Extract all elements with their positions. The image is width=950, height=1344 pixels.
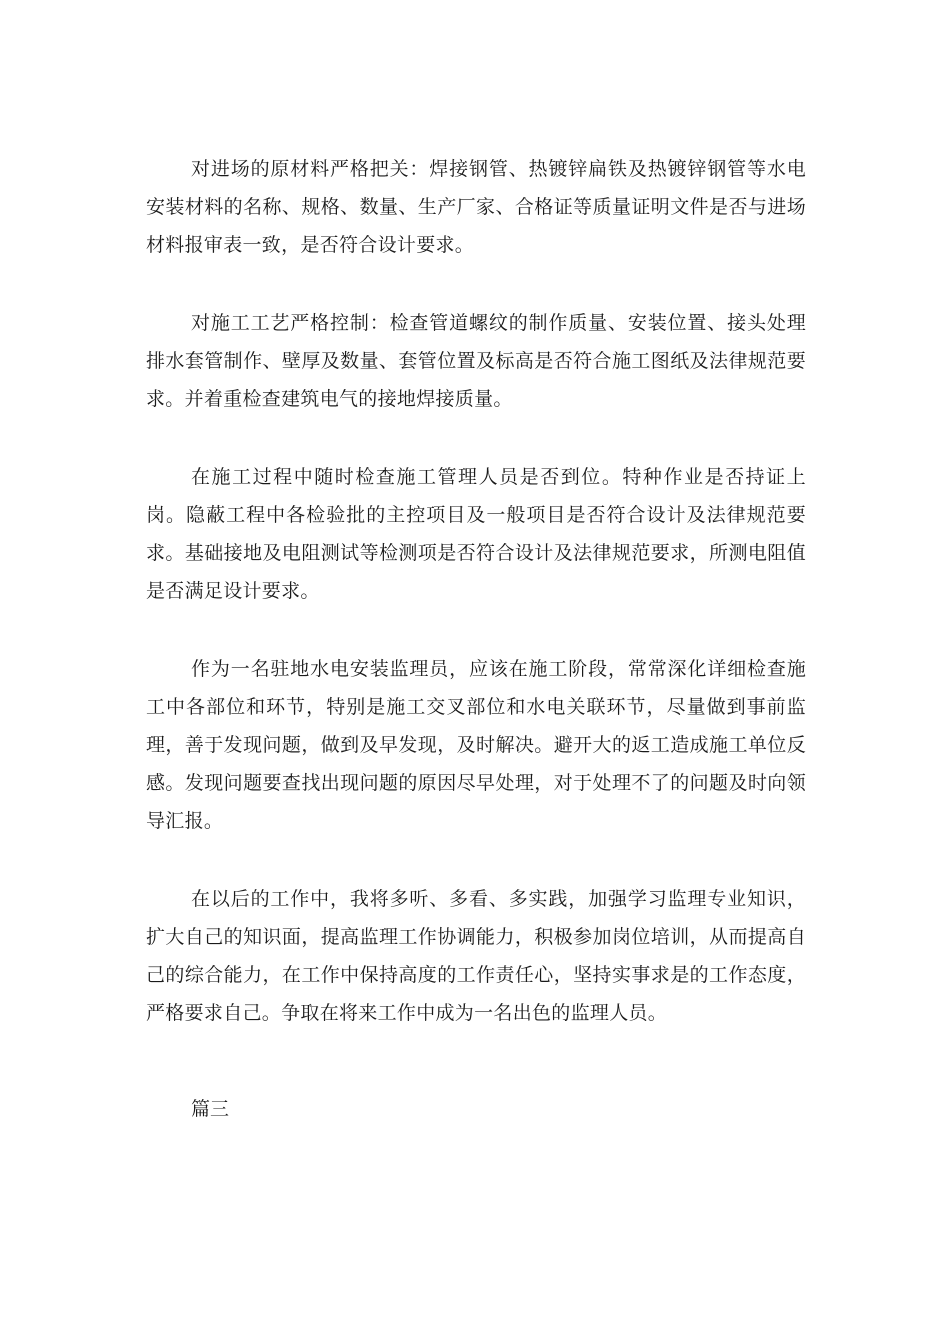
paragraph-raw-materials: 对进场的原材料严格把关：焊接钢管、热镀锌扁铁及热镀锌钢管等水电安装材料的名称、规格、数量、生产厂家、合格证等质量证明文件是否与进场材料报审表一致，是否符合设计要求。 — [146, 158, 806, 256]
paragraph-gap — [146, 418, 806, 458]
document-body — [146, 150, 806, 1032]
paragraph-gap — [146, 840, 806, 880]
paragraph-gap — [146, 264, 806, 304]
paragraph-future-work: 在以后的工作中，我将多听、多看、多实践，加强学习监理专业知识，扩大自己的知识面，提高监理工作协调能力，积极参加岗位培训，从而提高自己的综合能力，在工作中保持高度的工作责任心，坚持实事求是的工作态度，严格要求自己。争取在将来工作中成为一名出色的监理人员。 — [146, 888, 806, 1024]
paragraph-gap — [146, 610, 806, 650]
paragraph-supervisor-role: 作为一名驻地水电安装监理员，应该在施工阶段，常常深化详细检查施工中各部位和环节，特别是施工交叉部位和水电关联环节，尽量做到事前监理，善于发现问题，做到及早发现，及时解决。避开大的返工造成施工单位反感。发现问题要查找出现问题的原因尽早处理，对于处理不了的问题及时向领导汇报。 — [146, 658, 806, 832]
paragraph-inspection: 在施工过程中随时检查施工管理人员是否到位。特种作业是否持证上岗。隐蔽工程中各检验批的主控项目及一般项目是否符合设计及法律规范要求。基础接地及电阻测试等检测项是否符合设计及法律规范要求，所测电阻值是否满足设计要求。 — [146, 466, 806, 602]
paragraph-construction-process: 对施工工艺严格控制：检查管道螺纹的制作质量、安装位置、接头处理排水套管制作、壁厚及数量、套管位置及标高是否符合施工图纸及法律规范要求。并着重检查建筑电气的接地焊接质量。 — [146, 312, 806, 410]
section-heading: 篇三 — [191, 1098, 230, 1120]
